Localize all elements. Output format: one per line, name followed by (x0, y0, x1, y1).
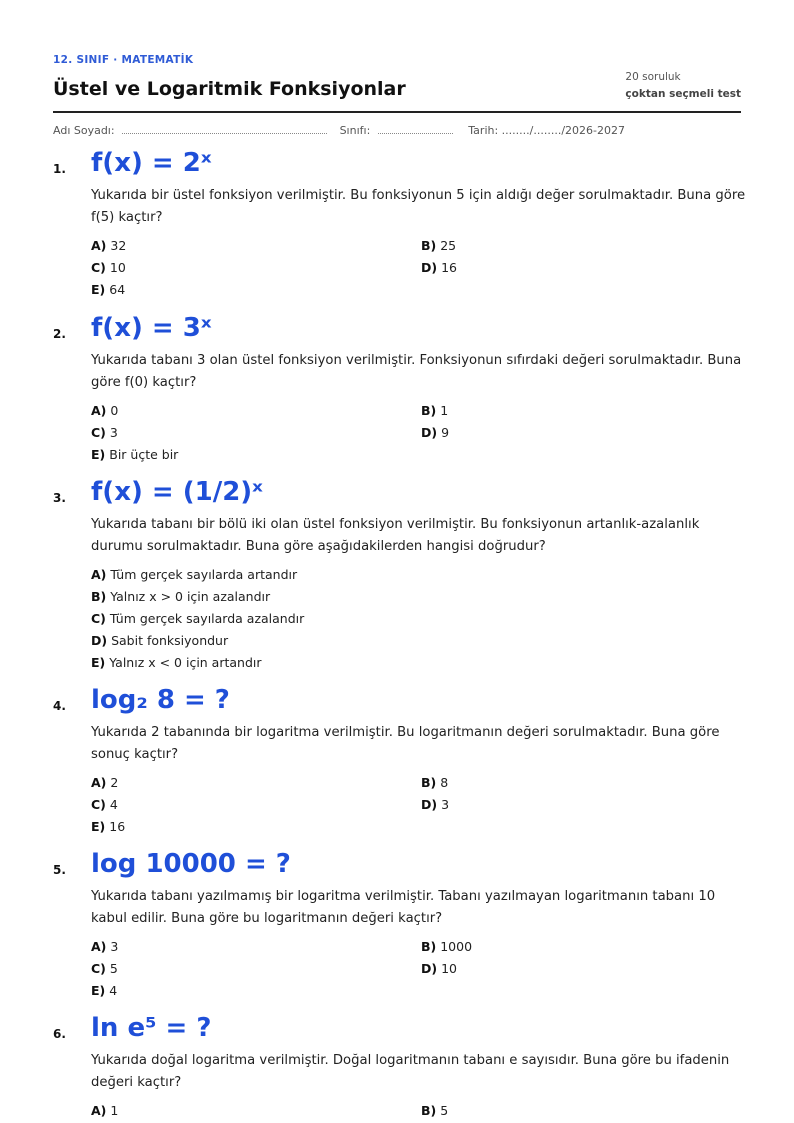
option-b[interactable]: B) 25 (421, 238, 457, 253)
option-d[interactable]: D) 3 (421, 797, 450, 812)
option-c[interactable]: C) 4 (91, 797, 118, 812)
option-b[interactable]: B) 1 (421, 403, 449, 418)
question-formula: f(x) = 2ˣ (91, 148, 212, 178)
test-type: çoktan seçmeli test (625, 88, 741, 100)
option-a[interactable]: A) 2 (91, 775, 119, 790)
question-number: 6. (53, 1027, 66, 1041)
option-a[interactable]: A) 0 (91, 403, 119, 418)
option-b[interactable]: B) 5 (421, 1103, 449, 1118)
name-label: Adı Soyadı: (53, 124, 115, 137)
option-b[interactable]: B) Yalnız x > 0 için azalandır (91, 589, 271, 604)
option-c[interactable]: C) 10 (91, 260, 126, 275)
question-number: 1. (53, 162, 66, 176)
option-e[interactable]: E) 16 (91, 819, 126, 834)
option-e[interactable]: E) Bir üçte bir (91, 447, 179, 462)
question-formula: f(x) = 3ˣ (91, 313, 212, 343)
question-number: 2. (53, 327, 66, 341)
header-divider (53, 111, 741, 113)
question-number: 5. (53, 863, 66, 877)
page-title: Üstel ve Logaritmik Fonksiyonlar (53, 78, 406, 100)
option-b[interactable]: B) 8 (421, 775, 449, 790)
name-field[interactable] (122, 125, 327, 134)
option-a[interactable]: A) 32 (91, 238, 127, 253)
option-e[interactable]: E) 64 (91, 282, 126, 297)
class-label: Sınıfı: (339, 124, 371, 137)
option-c[interactable]: C) Tüm gerçek sayılarda azalandır (91, 611, 305, 626)
question-text: Yukarıda bir üstel fonksiyon verilmiştir. Bu fonksiyonun 5 için aldığı değer sorulmaktadır. Buna göre f(5) kaçtır? (91, 188, 746, 225)
test-meta (625, 71, 741, 100)
question-text: Yukarıda 2 tabanında bir logaritma verilmiştir. Bu logaritmanın değeri sorulmaktadır. Buna göre sonuç kaçtır? (91, 725, 720, 762)
option-d[interactable]: D) Sabit fonksiyondur (91, 633, 229, 648)
question-text: Yukarıda tabanı yazılmamış bir logaritma verilmiştir. Tabanı yazılmayan logaritmanın tabanı 10 kabul edilir. Buna göre bu logaritmanın değeri kaçtır? (91, 889, 716, 926)
option-a[interactable]: A) Tüm gerçek sayılarda artandır (91, 567, 298, 582)
option-c[interactable]: C) 3 (91, 425, 118, 440)
header (53, 54, 741, 100)
question-formula: ln e⁵ = ? (91, 1013, 212, 1043)
class-field[interactable] (378, 125, 453, 134)
question-text: Yukarıda tabanı bir bölü iki olan üstel fonksiyon verilmiştir. Bu fonksiyonun artanlık-azalanlık durumu sorulmaktadır. Buna göre aşağıdakilerden hangisi doğrudur? (91, 517, 700, 554)
question-text: Yukarıda doğal logaritma verilmiştir. Doğal logaritmanın tabanı e sayısıdır. Buna göre bu ifadenin değeri kaçtır? (91, 1053, 730, 1090)
question-number: 3. (53, 491, 66, 505)
option-d[interactable]: D) 9 (421, 425, 450, 440)
option-a[interactable]: A) 3 (91, 939, 119, 954)
question-formula: log 10000 = ? (91, 849, 291, 879)
option-d[interactable]: D) 16 (421, 260, 457, 275)
option-d[interactable]: D) 10 (421, 961, 457, 976)
option-e[interactable]: E) 4 (91, 983, 118, 998)
grade-subject-label: 12. SINIF · MATEMATİK (53, 54, 194, 66)
option-e[interactable]: E) Yalnız x < 0 için artandır (91, 655, 262, 670)
question-count: 20 soruluk (625, 71, 681, 83)
student-info-line (53, 124, 741, 137)
question-formula: log₂ 8 = ? (91, 685, 230, 715)
question-text: Yukarıda tabanı 3 olan üstel fonksiyon verilmiştir. Fonksiyonun sıfırdaki değeri sorulmaktadır. Buna göre f(0) kaçtır? (91, 353, 742, 390)
option-b[interactable]: B) 1000 (421, 939, 473, 954)
option-a[interactable]: A) 1 (91, 1103, 119, 1118)
question-number: 4. (53, 699, 66, 713)
date-label: Tarih: ......../......../2026-2027 (468, 124, 625, 137)
question-formula: f(x) = (1/2)ˣ (91, 477, 263, 507)
option-c[interactable]: C) 5 (91, 961, 118, 976)
